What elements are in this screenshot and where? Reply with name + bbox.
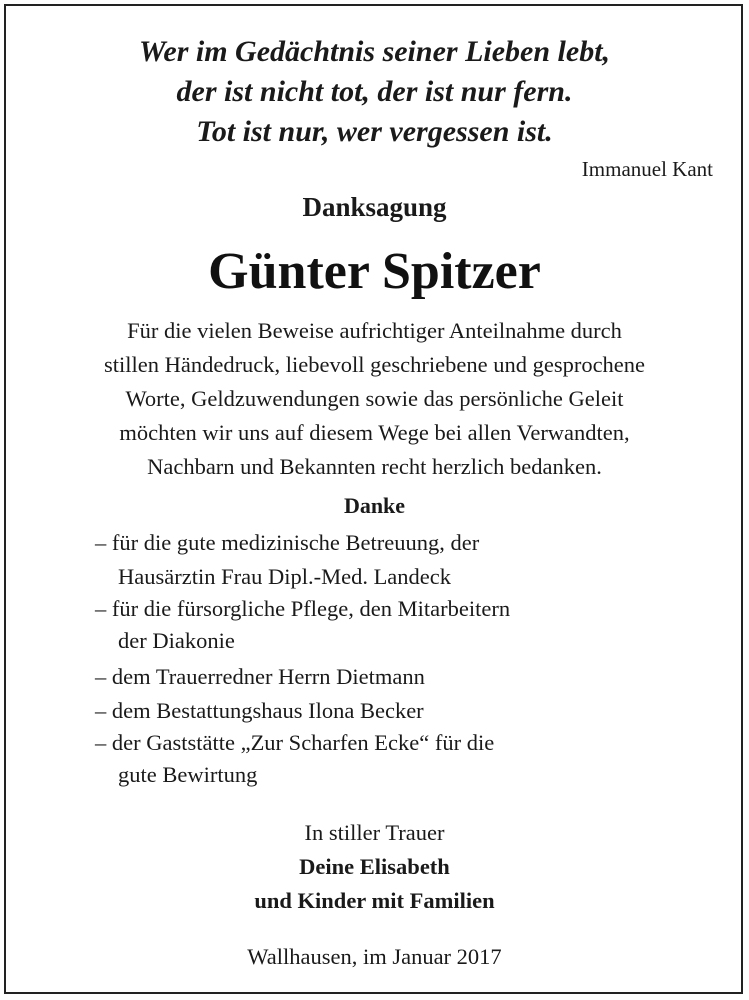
body-line: stillen Händedruck, liebevoll geschriebene und gesprochene [103,352,646,377]
signature-family: und Kinder mit Familien [254,888,495,913]
quote-author: Immanuel Kant [581,157,713,181]
thanks-item: – dem Trauerredner Herrn Dietmann [95,664,425,689]
quote-line-1: Wer im Gedächtnis seiner Lieben lebt, [138,35,611,68]
body-line: möchten wir uns auf diesem Wege bei allen Verwandten, [119,420,630,445]
deceased-name: Günter Spitzer [208,243,541,300]
signature-intro: In stiller Trauer [304,820,445,845]
quote-line-3: Tot ist nur, wer vergessen ist. [196,115,553,148]
signature-name: Deine Elisabeth [299,854,450,879]
place-date: Wallhausen, im Januar 2017 [247,944,502,969]
notice-heading: Danksagung [302,192,447,222]
body-line: Nachbarn und Bekannten recht herzlich bedanken. [147,454,602,479]
body-line: Worte, Geldzuwendungen sowie das persönliche Geleit [125,386,624,411]
body-line: Für die vielen Beweise aufrichtiger Anteilnahme durch [127,318,622,343]
thanks-item: – dem Bestattungshaus Ilona Becker [95,698,424,723]
thanks-item-continuation: gute Bewirtung [118,762,258,787]
thanks-item: – der Gaststätte „Zur Scharfen Ecke“ für die [95,730,495,755]
quote-line-2: der ist nicht tot, der ist nur fern. [176,75,573,108]
thanks-item: – für die gute medizinische Betreuung, der [95,530,480,555]
thanks-item: – für die fürsorgliche Pflege, den Mitarbeitern [95,596,511,621]
thanks-title: Danke [343,493,406,518]
thanks-item-continuation: Hausärztin Frau Dipl.-Med. Landeck [118,564,452,589]
thanks-item-continuation: der Diakonie [118,628,235,653]
